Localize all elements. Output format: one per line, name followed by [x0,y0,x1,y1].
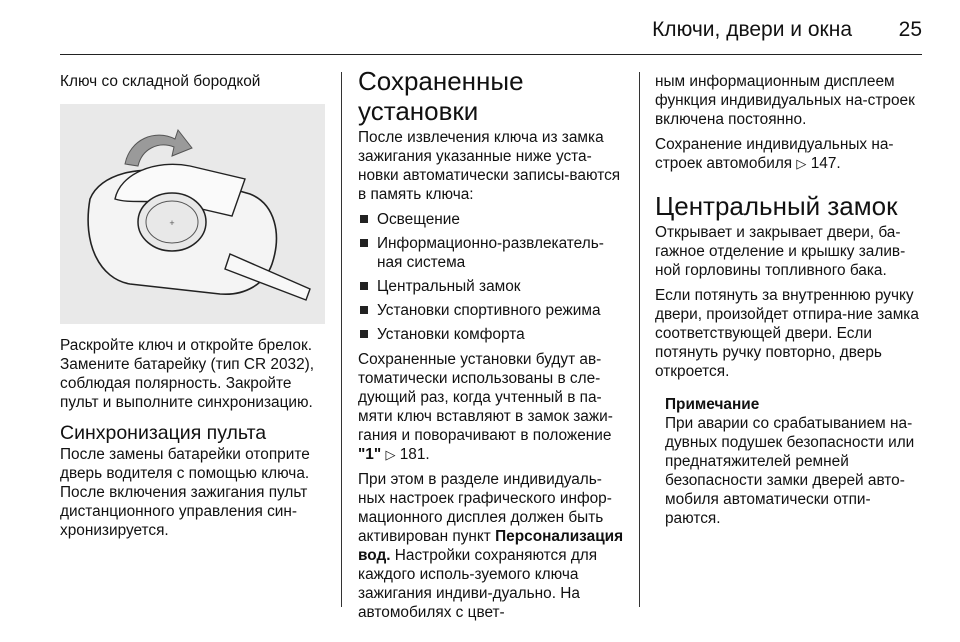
vehicle-settings-ref: Сохранение индивидуальных на-строек автомобиля ▷ 147. [655,136,894,172]
list-item: Освещение [358,210,626,229]
chapter-title: Ключи, двери и окна [652,18,852,41]
note-text: При аварии со срабатыванием на-дувных подушек безопасности или преднатяжителей ремней безопасности замки дверей авто-мобиля автоматически отпи-раются. [665,415,915,527]
column-1 [60,72,325,546]
sync-heading: Синхронизация пульта [60,422,267,444]
sync-text: После замены батарейки отоприте дверь водителя с помощью ключа. После включения зажигания пульт дистанционного управления син-хронизируется. [60,446,310,539]
page-reference: 181. [399,446,430,463]
page-reference: 147. [810,155,841,172]
key-battery-illustration [60,104,325,324]
list-item: Установки спортивного режима [358,301,626,320]
battery-replace-text: Раскройте ключ и откройте брелок. Замените батарейку (тип CR 2032), соблюдая полярность. Закройте пульт и выполните синхронизацию. [60,337,315,411]
list-item: Установки комфорта [358,325,626,344]
key-figure-heading: Ключ со складной бородкой [60,73,261,90]
reference-arrow-icon: ▷ [796,156,807,171]
central-lock-heading: Центральный замок [655,191,898,221]
door-handle-text: Если потянуть за внутреннюю ручку двери, произойдет отпира-ние замка соответствующей двери. Если потянуть ручку повторно, дверь откроется. [655,287,919,380]
saved-settings-list [358,210,626,344]
column-2 [358,66,626,628]
column-3 [655,72,925,528]
personalization-text: При этом в разделе индивидуаль-ных настроек графического инфор-мационного дисплея должен быть активирован пункт Персонализация вод. Настройки сохраняются для каждого исполь-зуемого ключа зажигания индиви-дуально. На автомобилях с цвет- [358,471,624,621]
continued-text: ным информационным дисплеем функция индивидуальных на-строек включена постоянно. [655,73,915,128]
ignition-position: "1" [358,446,382,463]
column-divider-1 [341,72,342,607]
folding-key-drawing [60,104,325,324]
central-lock-text: Открывает и закрывает двери, ба-гажное отделение и крышку залив-ной горловины топливного бака. [655,224,906,279]
page-number: 25 [898,18,922,41]
column-divider-2 [639,72,640,607]
saved-settings-heading: Сохраненные установки [358,66,524,126]
list-item: Информационно-развлекатель-ная система [358,234,626,272]
svg-text:+: + [169,218,175,228]
list-item: Центральный замок [358,277,626,296]
note-box [665,395,925,528]
saved-settings-intro: После извлечения ключа из замка зажигания указанные ниже уста-новки автоматически записы-ваются в память ключа: [358,129,621,203]
menu-item-name: Персонализация вод. [358,528,624,564]
saved-settings-usage: Сохраненные установки будут ав-томатически использованы в сле-дующий раз, когда учтенный в па-мяти ключ вставляют в замок зажи-гания и поворачивают в положение "1" ▷ 181. [358,351,613,463]
reference-arrow-icon: ▷ [385,447,396,462]
note-title: Примечание [665,396,760,413]
page-header [60,14,922,55]
